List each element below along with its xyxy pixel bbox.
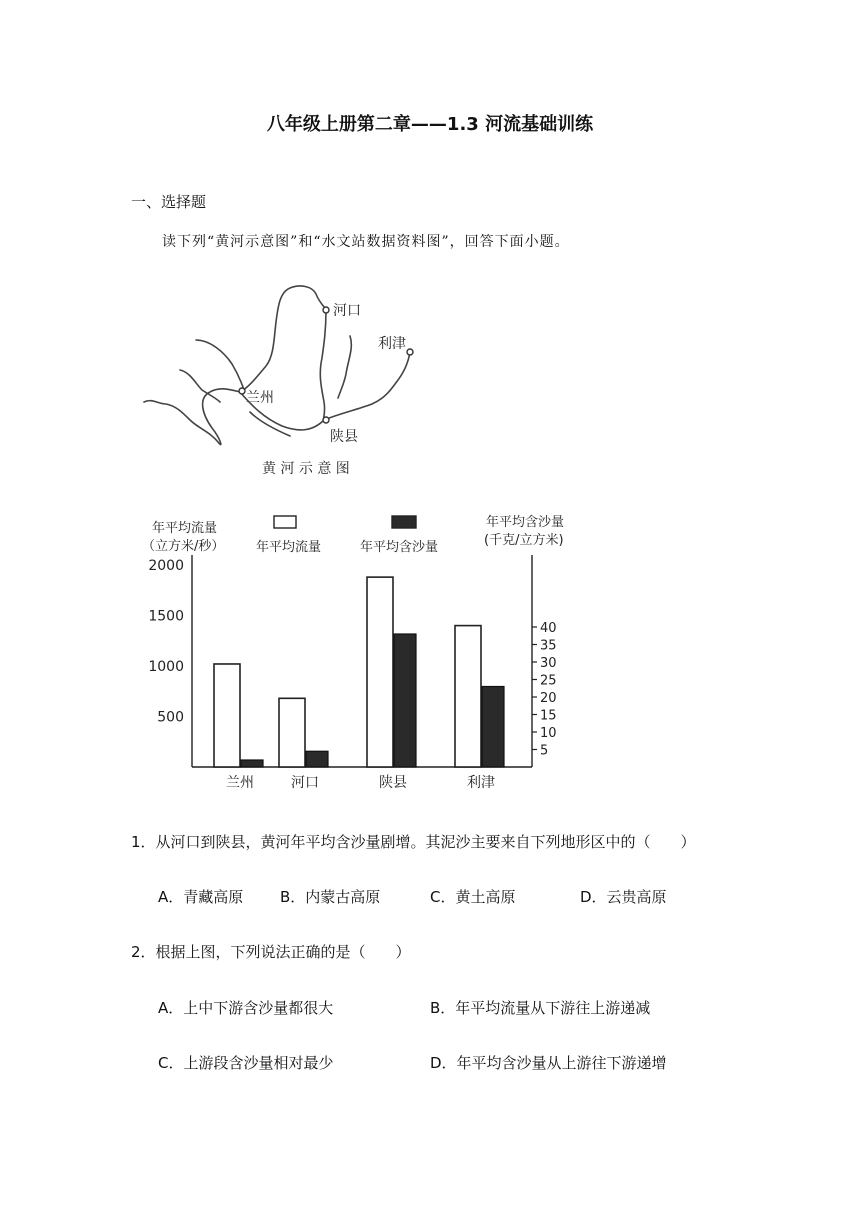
right-tick-label: 40: [540, 621, 557, 636]
right-tick-label: 30: [540, 656, 557, 671]
left-tick-label: 1000: [148, 659, 184, 675]
question-2-option-a[interactable]: A．上中下游含沙量都很大: [158, 999, 334, 1017]
bar-flow-0: [214, 664, 240, 767]
legend-swatch-sediment: [392, 516, 416, 528]
bar-sediment-3: [482, 687, 504, 768]
map-label-lijin: 利津: [378, 336, 406, 352]
right-tick-label: 20: [540, 691, 557, 706]
left-axis-label-line2: （立方米/秒）: [142, 539, 225, 554]
bar-flow-1: [279, 698, 305, 767]
map-label-shanxian: 陕县: [330, 429, 358, 445]
question-2-option-d[interactable]: D．年平均含沙量从上游往下游递增: [430, 1054, 667, 1072]
station-data-chart: [140, 510, 590, 800]
bar-sediment-0: [241, 760, 263, 767]
legend-swatch-flow: [274, 516, 296, 528]
legend-label-sediment: 年平均含沙量: [360, 540, 439, 555]
category-label-3: 利津: [467, 775, 495, 791]
question-2-option-b[interactable]: B．年平均流量从下游往上游递减: [430, 999, 651, 1017]
right-tick-label: 35: [540, 638, 557, 654]
intro-text: 读下列“黄河示意图”和“水文站数据资料图”，回答下面小题。: [162, 234, 570, 250]
right-tick-label: 15: [540, 708, 557, 724]
left-axis-label-line1: 年平均流量: [152, 521, 218, 536]
bar-flow-2: [367, 577, 393, 767]
category-label-0: 兰州: [226, 775, 254, 791]
category-label-1: 河口: [291, 775, 319, 791]
bar-sediment-1: [306, 751, 328, 767]
map-label-lanzhou: 兰州: [246, 390, 274, 406]
question-1-stem: 1．从河口到陕县，黄河年平均含沙量剧增。其泥沙主要来自下列地形区中的（ ）: [131, 833, 696, 851]
right-tick-label: 10: [540, 726, 557, 741]
page-title: 八年级上册第二章——1.3 河流基础训练: [266, 114, 594, 135]
left-tick-label: 2000: [148, 558, 184, 574]
section-heading: 一、选择题: [131, 193, 207, 211]
category-label-2: 陕县: [379, 775, 407, 791]
right-axis-label-line2: (千克/立方米): [484, 533, 564, 548]
right-axis-label-line1: 年平均含沙量: [486, 515, 565, 530]
legend-label-flow: 年平均流量: [256, 540, 322, 555]
map-label-hekou: 河口: [333, 303, 361, 319]
question-1-option-c[interactable]: C．黄土高原: [430, 888, 516, 906]
question-2-stem: 2．根据上图，下列说法正确的是（ ）: [131, 943, 411, 961]
map-caption: 黄 河 示 意 图: [262, 461, 350, 477]
bar-sediment-2: [394, 634, 416, 767]
question-1-option-d[interactable]: D．云贵高原: [580, 888, 667, 906]
left-tick-label: 500: [157, 709, 184, 726]
bar-flow-3: [455, 626, 481, 767]
question-2-option-c[interactable]: C．上游段含沙量相对最少: [158, 1054, 334, 1072]
yellow-river-map: [140, 280, 440, 485]
left-tick-label: 1500: [148, 608, 184, 625]
question-1-option-a[interactable]: A．青藏高原: [158, 888, 244, 906]
question-1-option-b[interactable]: B．内蒙古高原: [280, 888, 381, 906]
right-tick-label: 25: [540, 673, 557, 689]
right-tick-label: 5: [540, 743, 549, 759]
